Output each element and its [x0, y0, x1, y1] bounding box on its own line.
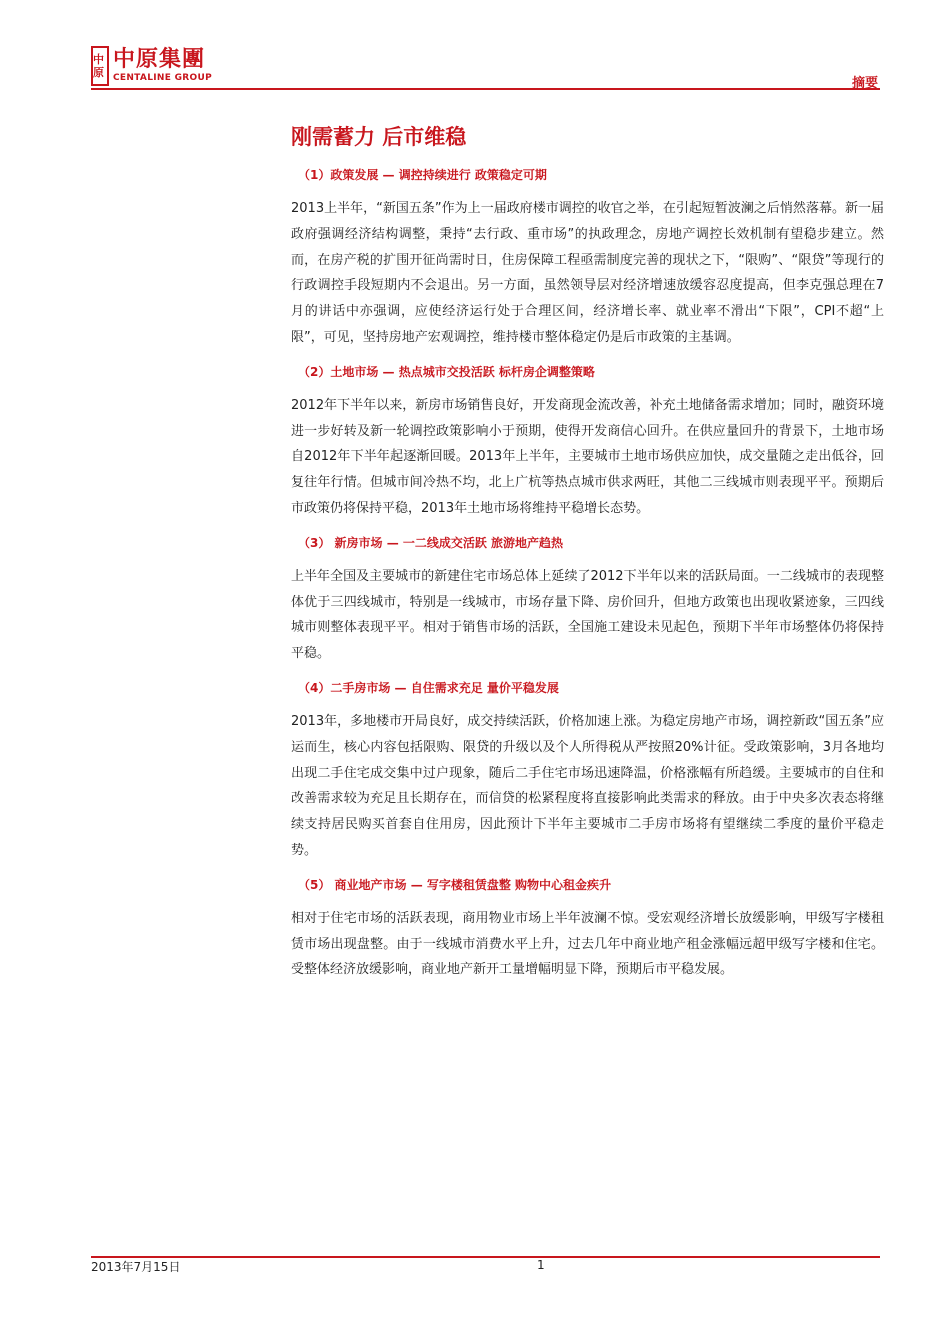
section-heading: （5） 商业地产市场 — 写字楼租赁盘整 购物中心租金疾升 — [298, 877, 612, 892]
section-heading: （3） 新房市场 — 一二线成交活跃 旅游地产趋热 — [298, 535, 564, 550]
section-body: 2013上半年，“新国五条”作为上一届政府楼市调控的收官之举，在引起短暂波澜之后悄然落幕。新一届政府强调经济结构调整，秉持“去行政、重市场”的执政理念，房地产调控长效机制有望稳步建立。然而，在房产税的扩围开征尚需时日，住房保障工程亟需制度完善的现状之下，“限购”、“限贷”等现行的行政调控手段短期内不会退出。另一方面，虽然领导层对经济增速放缓容忍度提高，但李克强总理在7月的讲话中亦强调，应使经济运行处于合理区间，经济增长率、就业率不滑出“下限”，CPI不超“上限”，可见，坚持房地产宏观调控，维持楼市整体稳定仍是后市政策的主基调。 — [291, 201, 884, 345]
section-commercial — [291, 874, 884, 983]
section-body: 2013年，多地楼市开局良好，成交持续活跃，价格加速上涨。为稳定房地产市场，调控新政“国五条”应运而生，核心内容包括限购、限贷的升级以及个人所得税从严按照20%计征。受政策影响，3月各地均出现二手住宅成交集中过户现象，随后二手住宅市场迅速降温，价格涨幅有所趋缓。主要城市的自住和改善需求较为充足且长期存在，而信贷的松紧程度将直接影响此类需求的释放。由于中央多次表态将继续支持居民购买首套自住用房，因此预计下半年主要城市二手房市场将有望继续二季度的量价平稳走势。 — [291, 713, 884, 858]
section-new-homes — [291, 532, 884, 667]
section-tag: 摘要 — [851, 76, 878, 91]
section-heading: （1）政策发展 — 调控持续进行 政策稳定可期 — [298, 168, 547, 182]
logo-mark — [91, 46, 109, 86]
company-logo — [91, 44, 212, 88]
section-body: 2012年下半年以来，新房市场销售良好，开发商现金流改善，补充土地储备需求增加；同时，融资环境进一步好转及新一轮调控政策影响小于预期，使得开发商信心回升。在供应量回升的背景下，土地市场自2012年下半年起逐渐回暖。2013年上半年，主要城市土地市场供应加快，成交量随之走出低谷，回复往年行情。但城市间冷热不均，北上广杭等热点城市供求两旺，其他二三线城市则表现平平。预期后市政策仍将保持平稳，2013年土地市场将维持平稳增长态势。 — [291, 397, 884, 516]
section-land-market — [291, 361, 884, 522]
header-divider — [91, 88, 880, 90]
logo-chinese-name: 中原集團 — [113, 47, 206, 72]
section-heading: （4）二手房市场 — 自住需求充足 量价平稳发展 — [298, 680, 559, 695]
section-policy — [291, 164, 884, 351]
logo-english-name: CENTALINE GROUP — [113, 73, 212, 83]
page-title: 刚需蓄力 后市维稳 — [291, 125, 467, 149]
logo-text — [113, 48, 212, 84]
logo-mark-text: 中原 — [93, 53, 104, 79]
page-number: 1 — [537, 1258, 545, 1272]
section-body: 相对于住宅市场的活跃表现，商用物业市场上半年波澜不惊。受宏观经济增长放缓影响，甲级写字楼租赁市场出现盘整。由于一线城市消费水平上升，过去几年中商业地产租金涨幅远超甲级写字楼和住宅。受整体经济放缓影响，商业地产新开工量增幅明显下降，预期后市平稳发展。 — [291, 910, 884, 978]
main-content — [291, 120, 884, 991]
section-heading: （2）土地市场 — 热点城市交投活跃 标杆房企调整策略 — [298, 364, 595, 379]
section-body: 上半年全国及主要城市的新建住宅市场总体上延续了2012下半年以来的活跃局面。一二线城市的表现整体优于三四线城市，特别是一线城市，市场存量下降、房价回升，但地方政策也出现收紧迹象，三四线城市则整体表现平平。相对于销售市场的活跃，全国施工建设未见起色，预期下半年市场整体仍将保持平稳。 — [291, 568, 884, 662]
footer-divider — [91, 1256, 880, 1258]
footer-date: 2013年7月15日 — [91, 1260, 181, 1274]
section-resale-market — [291, 677, 884, 864]
